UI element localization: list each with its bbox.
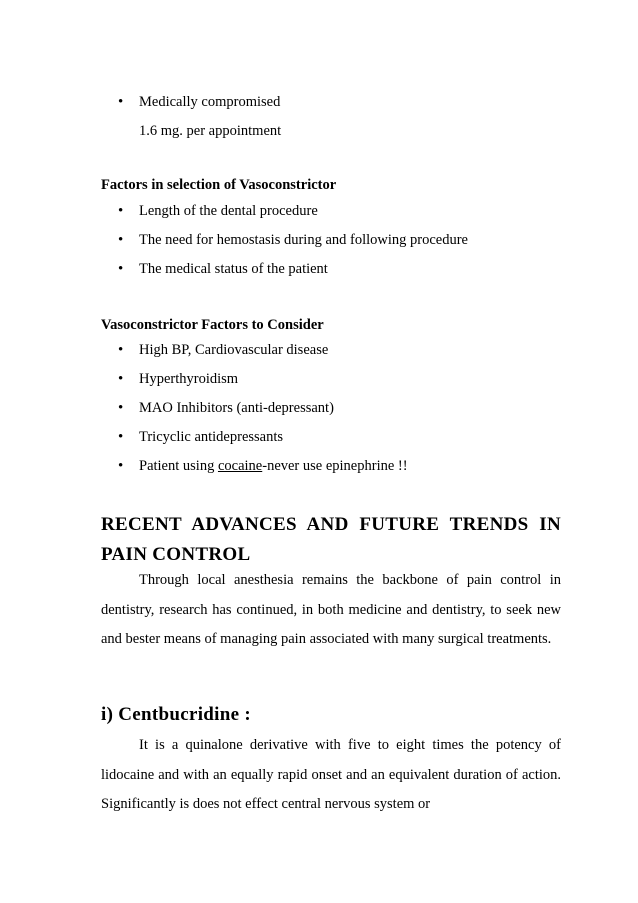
list-item <box>0 394 638 423</box>
list-item <box>0 423 638 452</box>
bullet-icon: • <box>118 232 124 248</box>
paragraph-centbucridine: It is a quinalone derivative with five to eight times the potency of lidocaine and with an equally rapid onset and an equivalent duration of action. Significantly is does not effect central nervous system or <box>101 737 561 812</box>
bullet-icon: • <box>118 203 124 219</box>
list-item <box>0 255 638 284</box>
paragraph-recent-advances: Through local anesthesia remains the backbone of pain control in dentistry, research has continued, in both medicine and dentistry, to seek new and bester means of managing pain associated with many surgical treatments. <box>101 572 561 647</box>
list-item <box>0 197 638 226</box>
bullet-icon: • <box>118 458 124 474</box>
section-heading-consider: Vasoconstrictor Factors to Consider <box>101 317 324 333</box>
bullet-icon: • <box>118 371 124 387</box>
bullet-icon: • <box>118 342 124 358</box>
section-heading-centbucridine: i) Centbucridine : <box>101 704 252 725</box>
selection-factors-list <box>0 197 638 284</box>
dosage-note: 1.6 mg. per appointment <box>139 123 282 139</box>
bullet-icon: • <box>118 94 124 110</box>
list-item <box>0 452 638 481</box>
bullet-text <box>139 452 408 481</box>
bullet-text-prefix: Patient using <box>139 458 218 474</box>
bullet-text: High BP, Cardiovascular disease <box>139 342 329 358</box>
list-item <box>0 88 638 117</box>
bullet-text: The need for hemostasis during and following procedure <box>139 232 468 248</box>
medical-bullets <box>0 88 638 117</box>
underlined-word: cocaine <box>217 458 263 474</box>
bullet-text: Hyperthyroidism <box>139 371 239 387</box>
bullet-icon: • <box>118 261 124 277</box>
bullet-text-suffix: -never use epinephrine !! <box>262 458 408 474</box>
list-item <box>0 226 638 255</box>
bullet-text: MAO Inhibitors (anti-depressant) <box>139 400 334 416</box>
bullet-text: Medically compromised <box>139 94 281 110</box>
section-heading-recent-advances: RECENT ADVANCES AND FUTURE TRENDS IN PAIN CONTROL <box>101 514 561 565</box>
list-item <box>0 365 638 394</box>
bullet-text: Length of the dental procedure <box>139 203 318 219</box>
bullet-icon: • <box>118 429 124 445</box>
consider-factors-list <box>0 336 638 481</box>
bullet-icon: • <box>118 400 124 416</box>
bullet-text: The medical status of the patient <box>139 261 328 277</box>
bullet-text: Tricyclic antidepressants <box>139 429 284 445</box>
section-heading-selection: Factors in selection of Vasoconstrictor <box>101 177 337 193</box>
list-item <box>0 336 638 365</box>
